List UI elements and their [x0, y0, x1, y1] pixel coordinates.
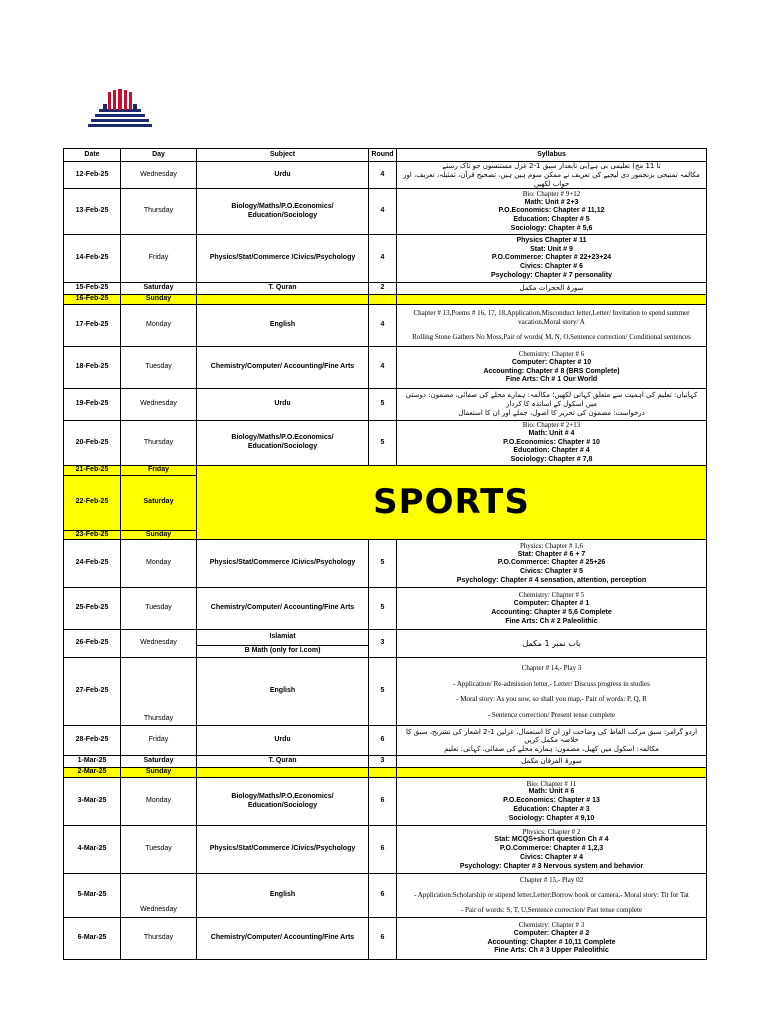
table-row [64, 778, 707, 826]
syllabus-line: Computer: Chapter # 2 [513, 929, 590, 937]
row-day: Monday [121, 778, 197, 826]
syllabus-line: Accounting: Chapter # 8 (BRS Complete) [483, 367, 620, 375]
table-header-row [64, 149, 707, 162]
row-subject: Chemistry/Computer/ Accounting/Fine Arts [197, 588, 369, 630]
row-subject: Physics/Stat/Commerce /Civics/Psychology [197, 826, 369, 874]
row-round: 4 [369, 347, 397, 389]
row-syllabus [397, 295, 707, 305]
table-row-holiday [64, 768, 707, 778]
syllabus-line: P.O.Economics: Chapter # 13 [503, 797, 600, 805]
row-date: 20-Feb-25 [64, 421, 121, 466]
header-day: Day [121, 149, 197, 162]
syllabus-line: - Moral story: As you sow, so shall you reap,- Pair of words: P, Q, R [456, 695, 647, 704]
row-day: Tuesday [121, 347, 197, 389]
row-syllabus [397, 421, 707, 466]
row-day: Saturday [121, 756, 197, 768]
row-syllabus [397, 235, 707, 283]
syllabus-line: Computer: Chapter # 10 [511, 358, 592, 366]
syllabus-line: Civics: Chapter # 6 [519, 263, 584, 271]
row-syllabus [397, 826, 707, 874]
syllabus-line: - Application/ Re-admission letter,- Letter/ Discuss progress in studies [453, 679, 650, 688]
syllabus-line: Accounting: Chapter # 10,11 Complete [487, 938, 616, 946]
row-subject: English [197, 658, 369, 726]
syllabus-line: Fine Arts: Ch # 2 Paleolithic [505, 617, 598, 625]
syllabus-line: Civics: Chapter # 5 [519, 568, 584, 576]
row-subject: Urdu [197, 162, 369, 189]
syllabus-line: Bio: Chapter # 2+13 [522, 421, 581, 429]
syllabus-line: Chemistry: Chapter # 6 [518, 350, 585, 358]
syllabus-line: Math: Unit # 6 [528, 788, 575, 796]
table-row [64, 630, 707, 646]
syllabus-line: Stat: Chapter # 6 + 7 [517, 550, 586, 558]
table-row [64, 726, 707, 756]
row-round: 2 [369, 283, 397, 295]
row-day: Thursday [121, 658, 197, 726]
row-date: 12-Feb-25 [64, 162, 121, 189]
syllabus-line: مکالمہ: اسکول میں کھیل، مضمون: ہمارے محلے کی صفائی، کہانی: تعلیم [444, 745, 659, 754]
table-row [64, 421, 707, 466]
syllabus-line: Bio: Chapter # 11 [526, 779, 577, 788]
row-day: Wednesday [121, 162, 197, 189]
syllabus-line: Rolling Stone Gathers No Moss,Pair of words( M, N, O,Sentence correction/ Conditional sentences [412, 332, 691, 341]
table-row [64, 874, 707, 918]
row-date: 6-Mar-25 [64, 918, 121, 960]
syllabus-line: اردو گرامر: سبق مرکب الفاظ کی وضاحت اور ان کا استعمال، غزلیں 1-2 اشعار کی تشریح، سبق کا خلاصہ مکمل کریں [405, 727, 698, 745]
row-round: 4 [369, 162, 397, 189]
syllabus-line: P.O.Commerce: Chapter # 1,2,3 [499, 845, 604, 853]
row-day: Monday [121, 305, 197, 347]
syllabus-line: Chapter # 13,Poems # 16, 17, 18,Application,Misconduct letter,Letter/ Invitation to spend summer vacation,Moral story/ A [413, 309, 690, 327]
row-subject: T. Quran [197, 756, 369, 768]
row-date: 22-Feb-25 [64, 475, 121, 530]
row-date: 19-Feb-25 [64, 389, 121, 421]
row-subject: T. Quran [197, 283, 369, 295]
syllabus-line: Psychology: Chapter # 4 sensation, attention, perception [456, 576, 647, 584]
sports-label: SPORTS [373, 482, 530, 523]
row-subject: Urdu [197, 726, 369, 756]
syllabus-line: Stat: MCQS+short question Ch # 4 [494, 836, 609, 844]
sports-banner [197, 465, 707, 540]
syllabus-line: Math: Unit # 4 [528, 429, 575, 437]
row-syllabus [397, 305, 707, 347]
row-date: 4-Mar-25 [64, 826, 121, 874]
syllabus-line: Fine Arts: Ch # 3 Upper Paleolithic [494, 947, 609, 955]
row-day: Thursday [121, 189, 197, 235]
syllabus-line: Psychology: Chapter # 7 personality [491, 271, 612, 279]
syllabus-line: P.O.Economics: Chapter # 11,12 [498, 207, 605, 215]
row-day: Thursday [121, 918, 197, 960]
row-date: 15-Feb-25 [64, 283, 121, 295]
row-day: Sunday [121, 768, 197, 778]
row-round: 5 [369, 588, 397, 630]
row-date: 1-Mar-25 [64, 756, 121, 768]
table-row [64, 347, 707, 389]
row-subject: Biology/Maths/P.O.Economics/ Education/Sociology [197, 189, 369, 235]
syllabus-line: P.O.Commerce: Chapter # 25+26 [497, 559, 606, 567]
row-date: 18-Feb-25 [64, 347, 121, 389]
row-subject: Urdu [197, 389, 369, 421]
syllabus-line: Fine Arts: Ch # 1 Our World [505, 376, 598, 384]
syllabus-line: درخواست: مضمون کی تحریر کا اصول، جملے اور ان کا استعمال [458, 408, 645, 417]
syllabus-line: Sociology: Chapter # 9,10 [508, 814, 595, 822]
row-day: Monday [121, 540, 197, 588]
syllabus-line: مکالمہ تمنیحی بزنجمور دی لیجیے کی تعریف نے ممکن سوم ہیں ہیں، تصحیح قرآن، تمثیلہ، تعریف، اور جواب لکھیں [403, 170, 700, 188]
row-date: 26-Feb-25 [64, 630, 121, 658]
row-syllabus [397, 347, 707, 389]
syllabus-line: Chapter # 15,- Play 02 [519, 876, 584, 885]
syllabus-line: Sociology: Chapter # 7,8 [510, 456, 593, 463]
row-subject-alt: B Math (only for I.com) [197, 646, 369, 658]
row-day: Friday [121, 235, 197, 283]
row-subject: Islamiat [197, 630, 369, 646]
row-round: 4 [369, 305, 397, 347]
row-syllabus: سورۃ الفرقان مکمل [397, 756, 707, 768]
syllabus-line: تا 11 مخ) تعلیمی بی ہے(بی تابعدار سبق 1-2 غزل مستنسوں جو ناک رستے [442, 162, 661, 170]
row-date: 5-Mar-25 [64, 874, 121, 918]
row-round [369, 768, 397, 778]
syllabus-line: Physics: Chapter # 2 [522, 827, 581, 836]
row-subject [197, 295, 369, 305]
row-subject: Chemistry/Computer/ Accounting/Fine Arts [197, 347, 369, 389]
syllabus-line: Computer: Chapter # 1 [513, 600, 590, 607]
row-syllabus: سورۃ الحجرات مکمل [397, 283, 707, 295]
syllabus-line: Sociology: Chapter # 5,6 [510, 224, 593, 232]
syllabus-line: Physics Chapter # 11 [516, 236, 587, 244]
row-syllabus [397, 874, 707, 918]
row-day: Sunday [121, 530, 197, 540]
row-day: Friday [121, 726, 197, 756]
row-day: Wednesday [121, 630, 197, 658]
row-date: 14-Feb-25 [64, 235, 121, 283]
syllabus-line: Education: Chapter # 3 [513, 805, 590, 813]
syllabus-line: Chemistry: Chapter # 5 [518, 591, 585, 600]
row-day: Tuesday [121, 588, 197, 630]
syllabus-line: Education: Chapter # 5 [513, 216, 590, 224]
header-round: Round [369, 149, 397, 162]
row-subject: English [197, 305, 369, 347]
row-day: Thursday [121, 421, 197, 466]
syllabus-line: P.O.Economics: Chapter # 10 [503, 438, 600, 446]
syllabus-line: Psychology: Chapter # 3 Nervous system and behavior [459, 862, 644, 870]
row-round: 3 [369, 630, 397, 658]
row-date: 13-Feb-25 [64, 189, 121, 235]
row-syllabus [397, 540, 707, 588]
row-round: 5 [369, 421, 397, 466]
row-round: 6 [369, 778, 397, 826]
row-syllabus [397, 630, 707, 658]
row-syllabus [397, 726, 707, 756]
syllabus-line: - Pair of words: S, T, U,Sentence correction/ Past tense complete [460, 905, 643, 914]
syllabus-line: کہانیاں: تعلیم کی اہمیت سے متعلق کہانی لکھیں؛ مکالمہ: ہمارے محلے کی صفائی، مضمون: دوستی میں اسکول کے اساتذہ کا کردار [405, 391, 698, 409]
table-row [64, 305, 707, 347]
syllabus-line: Chemistry: Chapter # 3 [518, 921, 585, 929]
syllabus-line: باب نمبر 1 مکمل [522, 638, 581, 648]
row-date: 23-Feb-25 [64, 530, 121, 540]
row-date: 3-Mar-25 [64, 778, 121, 826]
row-day: Tuesday [121, 826, 197, 874]
row-syllabus [397, 768, 707, 778]
exam-schedule-table [63, 148, 707, 960]
row-syllabus [397, 389, 707, 421]
syllabus-line: - Sentence correction/ Present tense complete [487, 711, 616, 719]
table-row-holiday [64, 295, 707, 305]
row-syllabus [397, 588, 707, 630]
row-date: 21-Feb-25 [64, 465, 121, 475]
syllabus-line: Education: Chapter # 4 [513, 447, 590, 455]
header-date: Date [64, 149, 121, 162]
row-subject: Chemistry/Computer/ Accounting/Fine Arts [197, 918, 369, 960]
row-syllabus [397, 189, 707, 235]
syllabus-line: Physics: Chapter # 1,6 [520, 541, 583, 550]
row-day: Saturday [121, 475, 197, 530]
row-subject: Biology/Maths/P.O.Economics/ Education/Sociology [197, 778, 369, 826]
table-row [64, 235, 707, 283]
row-subject [197, 768, 369, 778]
row-day: Friday [121, 465, 197, 475]
row-subject: Physics/Stat/Commerce /Civics/Psychology [197, 235, 369, 283]
row-day: Wednesday [121, 874, 197, 918]
row-day: Sunday [121, 295, 197, 305]
table-row [64, 162, 707, 189]
table-row [64, 658, 707, 726]
row-date: 2-Mar-25 [64, 768, 121, 778]
table-row [64, 283, 707, 295]
syllabus-line: - Application:Scholarship or stipend letter,Letter:Borrow book or camera,- Moral story: Tit for Tat [414, 891, 689, 900]
table-row [64, 918, 707, 960]
syllabus-line: Math: Unit # 2+3 [524, 198, 579, 206]
row-round: 3 [369, 756, 397, 768]
table-row [64, 588, 707, 630]
row-subject: Biology/Maths/P.O.Economics/ Education/Sociology [197, 421, 369, 466]
row-syllabus [397, 918, 707, 960]
syllabus-line: Bio: Chapter # 9+12 [522, 189, 581, 198]
row-date: 27-Feb-25 [64, 658, 121, 726]
table-row [64, 540, 707, 588]
row-round [369, 295, 397, 305]
institution-logo-icon [86, 88, 154, 132]
table-row-holiday [64, 465, 707, 475]
row-round: 4 [369, 235, 397, 283]
header-subject: Subject [197, 149, 369, 162]
row-date: 25-Feb-25 [64, 588, 121, 630]
row-subject: Physics/Stat/Commerce /Civics/Psychology [197, 540, 369, 588]
table-row [64, 756, 707, 768]
row-round: 5 [369, 389, 397, 421]
row-round: 6 [369, 874, 397, 918]
row-round: 6 [369, 826, 397, 874]
table-row [64, 189, 707, 235]
row-date: 24-Feb-25 [64, 540, 121, 588]
row-date: 28-Feb-25 [64, 726, 121, 756]
row-round: 5 [369, 540, 397, 588]
syllabus-line: Civics: Chapter # 4 [519, 853, 584, 861]
row-day: Saturday [121, 283, 197, 295]
row-date: 17-Feb-25 [64, 305, 121, 347]
syllabus-line: Stat: Unit # 9 [530, 245, 573, 253]
row-syllabus [397, 658, 707, 726]
syllabus-line: P.O.Commerce: Chapter # 22+23+24 [491, 254, 612, 262]
row-round: 6 [369, 726, 397, 756]
table-row [64, 389, 707, 421]
row-round: 4 [369, 189, 397, 235]
table-row [64, 826, 707, 874]
row-round: 6 [369, 918, 397, 960]
row-syllabus [397, 162, 707, 189]
header-syllabus: Syllabus [397, 149, 707, 162]
row-subject: English [197, 874, 369, 918]
row-syllabus [397, 778, 707, 826]
row-date: 16-Feb-25 [64, 295, 121, 305]
syllabus-line: Accounting: Chapter # 5,6 Complete [491, 608, 612, 616]
row-day: Wednesday [121, 389, 197, 421]
row-round: 5 [369, 658, 397, 726]
syllabus-line: Chapter # 14,- Play 3 [521, 663, 582, 672]
